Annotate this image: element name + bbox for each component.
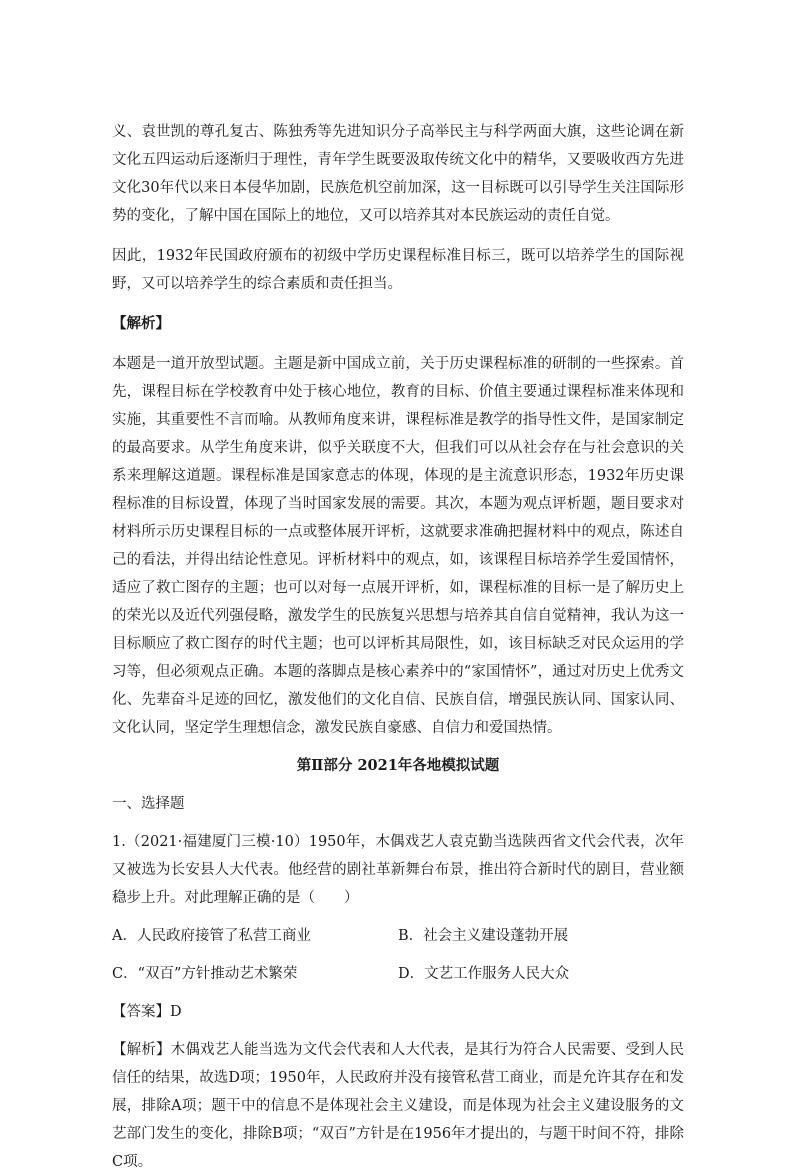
option-c: C．“双百”方针推动艺术繁荣 [112, 966, 298, 982]
option-d: D．文艺工作服务人民大众 [398, 966, 570, 982]
option-b: B．社会主义建设蓬勃开展 [398, 928, 569, 944]
section-subtitle: 一、选择题 [112, 796, 185, 812]
answer-line: 【答案】D [112, 1004, 182, 1020]
paragraph-conclusion: 因此，1932年民国政府颁布的初级中学历史课程标准目标三，既可以培养学生的国际视野，又可以培养学生的综合素质和责任担当。 [112, 248, 684, 292]
option-a: A．人民政府接管了私营工商业 [112, 928, 311, 944]
analysis-paragraph: 本题是一道开放型试题。主题是新中国成立前，关于历史课程标准的研制的一些探索。首先，课程目标在学校教育中处于核心地位，教育的目标、价值主要通过课程标准来体现和实施，其重要性不言而喻。从教师角度来讲，课程标准是教学的指导性文件，是国家制定的最高要求。从学生角度来讲，似乎关联度不大，但我们可以从社会存在与社会意识的关系来理解这道题。课程标准是国家意志的体现，体现的是主流意识形态，1932年历史课程标准的目标设置，体现了当时国家发展的需要。其次，本题为观点评析题，题目要求对材料所示历史课程目标的一点或整体展开评析，这就要求准确把握材料中的观点，陈述自己的看法，并得出结论性意见。评析材料中的观点，如，该课程目标培养学生爱国情怀，适应了救亡图存的主题；也可以对每一点展开评析，如，课程标准的目标一是了解历史上的荣光以及近代列强侵略，激发学生的民族复兴思想与培养其自信自觉精神，我认为这一目标顺应了救亡图存的时代主题；也可以评析其局限性，如，该目标缺乏对民众运用的学习等，但必须观点正确。本题的落脚点是核心素养中的“家国情怀”，通过对历史上优秀文化、先辈奋斗足迹的回忆，激发他们的文化自信、民族自信，增强民族认同、国家认同、文化认同，坚定学生理想信念，激发民族自豪感、自信力和爱国热情。 [112, 356, 684, 736]
paragraph-continued: 义、袁世凯的尊孔复古、陈独秀等先进知识分子高举民主与科学两面大旗，这些论调在新文化五四运动后逐渐归于理性，青年学生既要汲取传统文化中的精华，又要吸收西方先进文化30年代以来日本侵华加剧，民族危机空前加深，这一目标既可以引导学生关注国际形势的变化，了解中国在国际上的地位，又可以培养其对本民族运动的责任自觉。 [112, 124, 684, 224]
question-stem: 1.（2021·福建厦门三模·10）1950年，木偶戏艺人袁克勤当选陕西省文代会代表，次年又被选为长安县人大代表。他经营的剧社革新舞台布景，推出符合新时代的剧目，营业额稳步上升。对此理解正确的是（ ） [112, 834, 684, 906]
document-body [112, 118, 684, 1176]
question-analysis: 【解析】木偶戏艺人能当选为文代会代表和人大代表，是其行为符合人民需要、受到人民信任的结果，故选D项；1950年，人民政府并没有接管私营工商业，而是允许其存在和发展，排除A项；题干中的信息不是体现社会主义建设，而是体现为社会主义建设服务的文艺部门发生的变化，排除B项；“双百”方针是在1956年才提出的，与题干时间不符，排除C项。 [112, 1042, 684, 1170]
section-title: 第Ⅱ部分 2021年各地模拟试题 [296, 757, 500, 774]
options-row-1 [112, 922, 684, 950]
options-row-2 [112, 960, 684, 988]
analysis-heading: 【解析】 [112, 315, 170, 332]
